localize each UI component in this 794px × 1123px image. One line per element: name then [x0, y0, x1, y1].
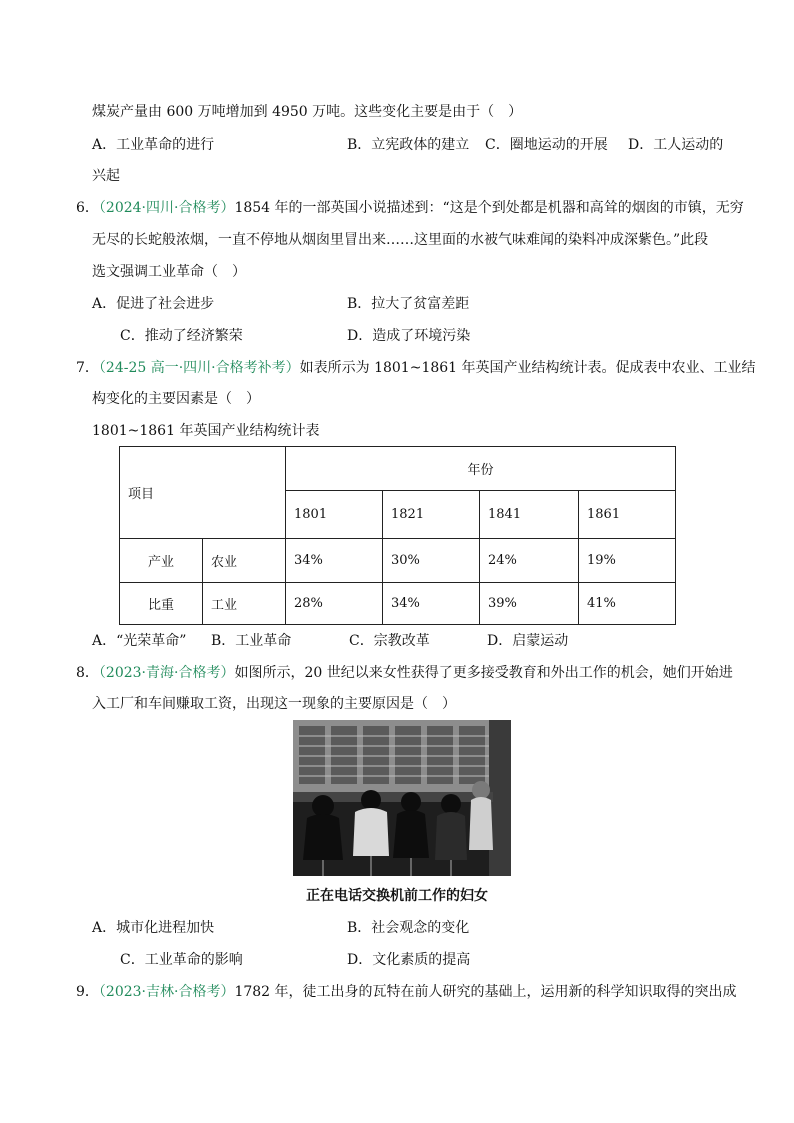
q9-text-1: 1782 年，徒工出身的瓦特在前人研究的基础上，运用新的科学知识取得的突出成 [234, 984, 737, 1000]
q8-source: （2023·青海·合格考） [98, 665, 235, 681]
table-cell: 41% [579, 583, 676, 625]
q6-option-b[interactable]: B．拉大了贫富差距 [347, 296, 470, 312]
q7-option-b[interactable]: B．工业革命 [211, 633, 292, 649]
q7-option-a[interactable]: A．“光荣革命” [92, 633, 187, 649]
table-cell: 34% [286, 539, 383, 583]
q8-option-c[interactable]: C．工业革命的影响 [120, 952, 243, 968]
q8-option-b[interactable]: B．社会观念的变化 [347, 920, 470, 936]
q7-option-c[interactable]: C．宗教改革 [349, 633, 430, 649]
q5-option-d-wrap: 兴起 [92, 168, 120, 184]
q6-option-d[interactable]: D．造成了环境污染 [347, 328, 471, 344]
industry-structure-table [119, 446, 676, 625]
q8-option-a[interactable]: A．城市化进程加快 [92, 920, 215, 936]
q7-source: （24-25 高一·四川·合格考补考） [98, 360, 300, 376]
switchboard-operators-photo [293, 720, 511, 876]
q9-source: （2023·吉林·合格考） [98, 984, 235, 1000]
table-cell: 30% [383, 539, 480, 583]
q7-text-1: 如表所示为 1801~1861 年英国产业结构统计表。促成表中农业、工业结 [299, 360, 756, 376]
q8-line2: 入工厂和车间赚取工资，出现这一现象的主要原因是（ ） [92, 696, 456, 712]
q6-option-a[interactable]: A．促进了社会进步 [92, 296, 215, 312]
q6-number: 6． [76, 200, 99, 216]
photo-caption: 正在电话交换机前工作的妇女 [306, 888, 488, 904]
table-row-label: 农业 [203, 539, 286, 583]
q7-line2: 构变化的主要因素是（ ） [92, 391, 260, 407]
table-year-cell: 1821 [383, 491, 480, 539]
q5-option-d[interactable]: D．工人运动的 [628, 137, 724, 153]
q6-line3: 选文强调工业革命（ ） [92, 264, 246, 280]
table-cell: 19% [579, 539, 676, 583]
q8-line1 [76, 663, 733, 683]
table-group-label: 产业 [120, 539, 203, 583]
table-item-header: 项目 [120, 447, 286, 539]
table-cell: 24% [480, 539, 579, 583]
table-cell: 28% [286, 583, 383, 625]
q9-line1 [76, 982, 737, 1002]
table-cell: 39% [480, 583, 579, 625]
q7-table-title: 1801~1861 年英国产业结构统计表 [92, 423, 320, 439]
q9-number: 9． [76, 984, 99, 1000]
q6-source: （2024·四川·合格考） [98, 200, 235, 216]
q8-number: 8． [76, 665, 99, 681]
table-year-cell: 1841 [480, 491, 579, 539]
q7-line1 [76, 358, 756, 378]
table-year-cell: 1861 [579, 491, 676, 539]
table-year-cell: 1801 [286, 491, 383, 539]
q5-option-a[interactable]: A．工业革命的进行 [92, 137, 215, 153]
q7-number: 7． [76, 360, 99, 376]
q5-stem-tail: 煤炭产量由 600 万吨增加到 4950 万吨。这些变化主要是由于（ ） [92, 104, 523, 120]
table-row-label: 工业 [203, 583, 286, 625]
q6-line2: 无尽的长蛇般浓烟，一直不停地从烟囱里冒出来……这里面的水被气味难闻的染料冲成深紫色。”此段 [92, 232, 709, 248]
q7-option-d[interactable]: D．启蒙运动 [487, 633, 569, 649]
q5-option-c[interactable]: C．圈地运动的开展 [485, 137, 608, 153]
table-group-label: 比重 [120, 583, 203, 625]
q6-text-1: 1854 年的一部英国小说描述到：“这是个到处都是机器和高耸的烟囱的市镇，无穷 [234, 200, 744, 216]
q6-line1 [76, 198, 744, 218]
q8-option-d[interactable]: D．文化素质的提高 [347, 952, 471, 968]
q6-option-c[interactable]: C．推动了经济繁荣 [120, 328, 243, 344]
q8-text-1: 如图所示，20 世纪以来女性获得了更多接受教育和外出工作的机会，她们开始进 [234, 665, 733, 681]
table-year-header: 年份 [286, 447, 676, 491]
table-cell: 34% [383, 583, 480, 625]
q5-option-b[interactable]: B．立宪政体的建立 [347, 137, 470, 153]
